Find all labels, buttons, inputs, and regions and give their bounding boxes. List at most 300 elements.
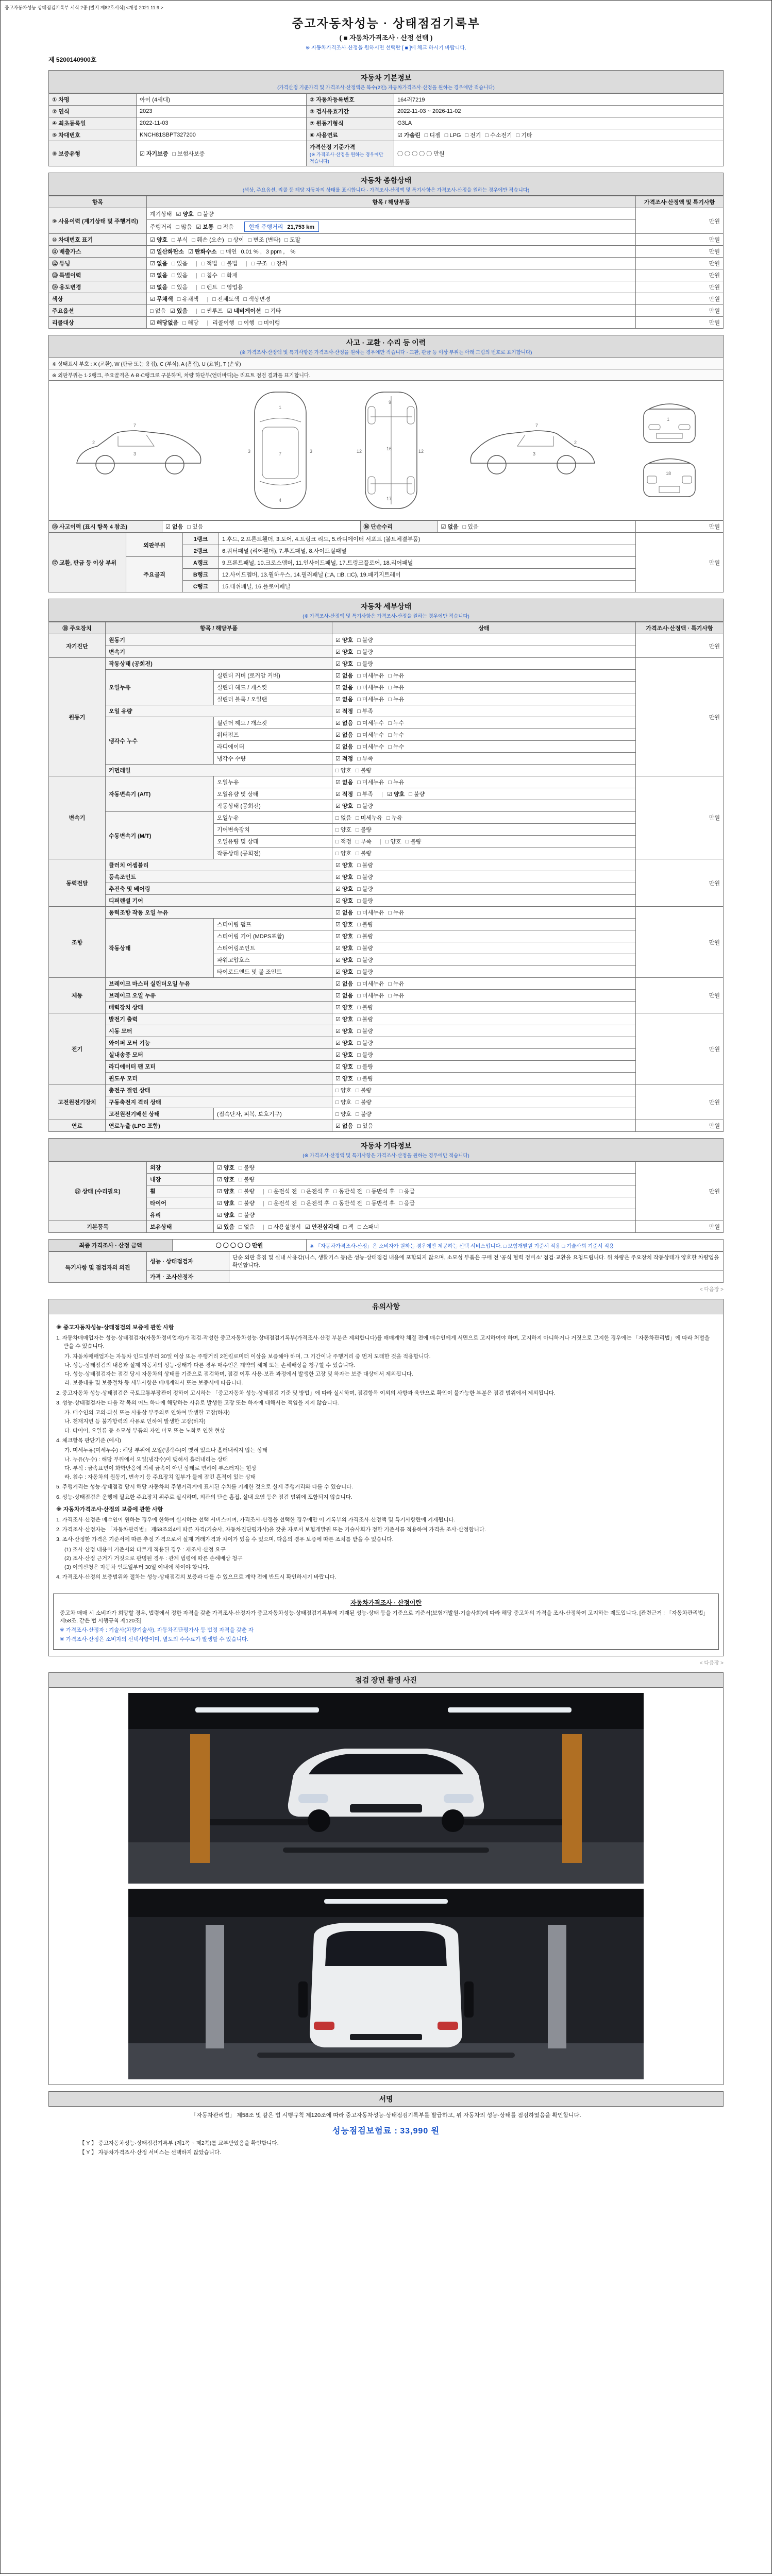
checkbox-있음[interactable]: □ 있음 bbox=[172, 261, 188, 267]
checkbox-탄화수소[interactable]: ☑ 탄화수소 bbox=[188, 249, 217, 255]
checkbox-불량[interactable]: □ 불량 bbox=[357, 886, 374, 892]
checkbox-없음[interactable]: ☑ 없음 bbox=[335, 993, 354, 999]
checkbox-양호[interactable]: ☑ 양호 bbox=[335, 886, 354, 892]
checkbox-양호[interactable]: ☑ 양호 bbox=[335, 1005, 354, 1011]
checkbox-스패너[interactable]: □ 스패너 bbox=[358, 1224, 379, 1230]
checkbox-없음[interactable]: ☑ 없음 bbox=[335, 744, 354, 750]
checkbox-운전석 전[interactable]: □ 운전석 전 bbox=[268, 1189, 297, 1195]
etc-state-cell bbox=[214, 1209, 636, 1221]
detail-part-label: 라디에이터 bbox=[214, 741, 332, 753]
document-number: 제 5200140900호 bbox=[48, 56, 97, 63]
notice-subitem: 다. 타이어, 오일류 등 소모성 부품의 자연 마모 또는 노화로 인한 현상 bbox=[64, 1427, 225, 1434]
price-cell: 만원 bbox=[636, 246, 724, 258]
basic-info-table bbox=[48, 93, 724, 166]
checkbox-불량[interactable]: □ 불량 bbox=[355, 827, 372, 833]
checkbox-있음[interactable]: □ 있음 bbox=[172, 284, 188, 291]
overall-row bbox=[49, 220, 724, 234]
checkbox-안전삼각대[interactable]: ☑ 안전삼각대 bbox=[305, 1224, 339, 1230]
checkbox-적정[interactable]: ☑ 적정 bbox=[335, 791, 354, 798]
checkbox-양호[interactable]: □ 양호 bbox=[335, 1088, 351, 1094]
notice-heading: ※ 자동차가격조사·산정의 보증에 관한 사항 bbox=[56, 1506, 163, 1513]
checkbox-양호[interactable]: □ 양호 bbox=[385, 839, 401, 845]
checkbox-불량[interactable]: □ 불량 bbox=[357, 1064, 374, 1070]
checkbox-양호[interactable]: □ 양호 bbox=[335, 851, 351, 857]
checkbox-장치[interactable]: □ 장치 bbox=[271, 261, 288, 267]
checkbox-없음[interactable]: ☑ 없음 bbox=[335, 673, 354, 679]
checkbox-미세누수[interactable]: □ 미세누수 bbox=[357, 732, 384, 738]
detail-item-label: 클러치 어셈블리 bbox=[106, 859, 332, 871]
section-notice bbox=[48, 1299, 724, 1656]
detail-part-label: 실린더 블록 / 오일팬 bbox=[214, 693, 332, 705]
car-diagram-side-right-icon bbox=[463, 419, 602, 481]
checkbox-기타[interactable]: □ 기타 bbox=[516, 132, 532, 139]
overall-section-title bbox=[48, 173, 724, 196]
checkbox-불량[interactable]: □ 불량 bbox=[239, 1189, 255, 1195]
engine-type-value: G3LA bbox=[394, 117, 724, 129]
definition-title: 자동차가격조사 · 산정이란 bbox=[350, 1599, 422, 1606]
checkbox-불량[interactable]: □ 불량 bbox=[357, 898, 374, 904]
checkbox-보험사보증[interactable]: □ 보험사보증 bbox=[172, 151, 205, 157]
checkbox-불량[interactable]: □ 불량 bbox=[357, 1076, 374, 1082]
checkbox-LPG[interactable]: □ LPG bbox=[444, 132, 461, 139]
checkbox-있음[interactable]: □ 있음 bbox=[462, 524, 479, 530]
detail-state-cell bbox=[332, 1049, 636, 1061]
checkbox-미세누수[interactable]: □ 미세누수 bbox=[357, 720, 384, 726]
warranty-options bbox=[137, 141, 307, 166]
notice-subitem: 가. 자동차매매업자는 자동차 인도일부터 30일 이상 또는 주행거리 2천킬로미터 이상을 보증해야 하며, 그 기간이나 주행거리 중 먼저 도래한 것을 적용합니다. bbox=[64, 1353, 431, 1360]
accident-price-cell: 만원 bbox=[636, 521, 724, 533]
checkbox-불량[interactable]: □ 불량 bbox=[357, 803, 374, 809]
price-cell: 만원 bbox=[636, 776, 724, 859]
etc-section-title bbox=[48, 1138, 724, 1161]
checkbox-양호[interactable]: ☑ 양호 bbox=[176, 211, 194, 217]
checkbox-양호[interactable]: ☑ 양호 bbox=[335, 934, 354, 940]
checkbox-없음[interactable]: □ 없음 bbox=[239, 1224, 255, 1230]
state-text: % bbox=[289, 249, 296, 255]
checkbox-불량[interactable]: □ 불량 bbox=[357, 1040, 374, 1046]
checkbox-불량[interactable]: □ 불량 bbox=[357, 661, 374, 667]
checkbox-불량[interactable]: □ 불량 bbox=[357, 957, 374, 963]
lift-front-photo bbox=[128, 1693, 644, 1884]
notice-title: 유의사항 bbox=[49, 1299, 723, 1314]
detail-row bbox=[49, 1049, 724, 1061]
car-name-value: 아이 (4세대) bbox=[137, 94, 307, 106]
detail-state-cell bbox=[332, 954, 636, 966]
checkbox-불량[interactable]: □ 불량 bbox=[357, 922, 374, 928]
checkbox-양호[interactable]: ☑ 양호 bbox=[335, 661, 354, 667]
opinion-row2-who: 가격 · 조사산정자 bbox=[147, 1271, 229, 1283]
checkbox-미세누유[interactable]: □ 미세누유 bbox=[357, 685, 384, 691]
rank-legend: ※ 외판부위는 1·2랭크, 주요골격은 A·B·C랭크로 구분하며, 차량 하단부(언더바디)는 리프트 점검 결과를 표기합니다. bbox=[48, 369, 724, 381]
state-text: 3 ppm , bbox=[265, 249, 285, 255]
checkbox-누유[interactable]: □ 누유 bbox=[388, 981, 405, 987]
checkbox-불량[interactable]: □ 불량 bbox=[355, 1099, 372, 1106]
detail-part-label: 오일유량 및 상태 bbox=[214, 788, 332, 800]
price-cell: 만원 bbox=[636, 658, 724, 776]
checkbox-양호[interactable]: ☑ 양호 bbox=[335, 945, 354, 952]
checkbox-양호[interactable]: □ 양호 bbox=[335, 1111, 351, 1117]
checkbox-불량[interactable]: □ 불량 bbox=[357, 874, 374, 880]
detail-item-label: 원동기 bbox=[106, 634, 332, 646]
detail-section-note: (※ 가격조사·산정액 및 특기사항은 가격조사·산정을 원하는 경우에만 적습니다) bbox=[303, 614, 469, 619]
checkbox-불량[interactable]: □ 불량 bbox=[357, 649, 374, 655]
checkbox-미세누유[interactable]: □ 미세누유 bbox=[357, 697, 384, 703]
checkbox-누수[interactable]: □ 누수 bbox=[388, 720, 405, 726]
checkbox-없음[interactable]: ☑ 없음 bbox=[335, 910, 354, 916]
detail-row bbox=[49, 646, 724, 658]
checkbox-보통[interactable]: ☑ 보통 bbox=[196, 224, 214, 230]
checkbox-부족[interactable]: □ 부족 bbox=[355, 839, 372, 845]
detail-row bbox=[49, 1061, 724, 1073]
checkbox-있음[interactable]: □ 있음 bbox=[187, 524, 204, 530]
checkbox-응급[interactable]: □ 응급 bbox=[399, 1200, 415, 1207]
checkbox-전체도색[interactable]: □ 전체도색 bbox=[212, 296, 240, 302]
checkbox-양호[interactable]: ☑ 양호 bbox=[335, 1076, 354, 1082]
checkbox-자기보증[interactable]: ☑ 자기보증 bbox=[140, 151, 169, 157]
checkbox-없음[interactable]: ☑ 없음 bbox=[335, 697, 354, 703]
checkbox-부족[interactable]: □ 부족 bbox=[357, 791, 374, 798]
checkbox-누유[interactable]: □ 누유 bbox=[388, 779, 405, 786]
detail-row bbox=[49, 812, 724, 824]
checkbox-불량[interactable]: □ 불량 bbox=[409, 791, 425, 798]
checkbox-썬루프[interactable]: □ 썬루프 bbox=[201, 308, 223, 314]
document-subtitle: ( ■ 자동차가격조사 · 산정 선택 ) bbox=[339, 34, 433, 42]
checkbox-불량[interactable]: □ 불량 bbox=[357, 945, 374, 952]
state-text: 계기상태 bbox=[150, 211, 172, 217]
mileage-value: 21,753 km bbox=[287, 224, 315, 230]
price-cell: 만원 bbox=[636, 1013, 724, 1084]
checkbox-도말[interactable]: □ 도말 bbox=[284, 237, 301, 243]
separator: | bbox=[207, 320, 209, 326]
checkbox-불량[interactable]: □ 불량 bbox=[355, 768, 372, 774]
simple-repair-label: ⑯ 단순수리 bbox=[360, 521, 438, 533]
checkbox-색상변경[interactable]: □ 색상변경 bbox=[243, 296, 271, 302]
checkbox-해당없음[interactable]: ☑ 해당없음 bbox=[150, 320, 179, 326]
checkbox-동반석 후[interactable]: □ 동반석 후 bbox=[366, 1189, 395, 1195]
exchange-part-label: ⑰ 교환, 판금 등 이상 부위 bbox=[49, 533, 126, 592]
car-damage-diagrams bbox=[48, 381, 724, 520]
detail-row bbox=[49, 776, 724, 788]
detail-row bbox=[49, 1025, 724, 1037]
detail-state-cell bbox=[332, 788, 636, 800]
engine-type-label: ⑦ 원동기형식 bbox=[307, 117, 394, 129]
checkbox-가솔린[interactable]: ☑ 가솔린 bbox=[397, 132, 421, 139]
checkbox-동반석 후[interactable]: □ 동반석 후 bbox=[366, 1200, 395, 1207]
checkbox-운전석 후[interactable]: □ 운전석 후 bbox=[301, 1200, 330, 1207]
checkbox-미세누유[interactable]: □ 미세누유 bbox=[357, 673, 384, 679]
checkbox-없음[interactable]: ☑ 없음 bbox=[150, 261, 168, 267]
overall-section-title-text: 자동차 종합상태 bbox=[360, 176, 412, 184]
checkbox-잭[interactable]: □ 잭 bbox=[343, 1224, 354, 1230]
detail-state-cell bbox=[332, 1120, 636, 1132]
checkbox-운전석 후[interactable]: □ 운전석 후 bbox=[301, 1189, 330, 1195]
detail-part-label: 냉각수 수량 bbox=[214, 753, 332, 765]
checkbox-적법[interactable]: □ 적법 bbox=[201, 261, 217, 267]
checkbox-사용설명서[interactable]: □ 사용설명서 bbox=[268, 1224, 301, 1230]
detail-state-cell bbox=[332, 919, 636, 930]
detail-row bbox=[49, 705, 724, 717]
checkbox-적정[interactable]: □ 적정 bbox=[335, 839, 351, 845]
detail-item-label: 충전구 절연 상태 bbox=[106, 1084, 332, 1096]
checkbox-없음[interactable]: ☑ 없음 bbox=[150, 284, 168, 291]
detail-part-label: (접속단자, 피복, 보호기구) bbox=[214, 1108, 332, 1120]
checkbox-양호[interactable]: ☑ 양호 bbox=[335, 862, 354, 869]
checkbox-양호[interactable]: ☑ 양호 bbox=[335, 874, 354, 880]
checkbox-불량[interactable]: □ 불량 bbox=[357, 1028, 374, 1035]
checkbox-양호[interactable]: ☑ 양호 bbox=[217, 1189, 235, 1195]
etc-group-label: ⑲ 상태 (수리필요) bbox=[49, 1162, 147, 1221]
first-reg-label: ④ 최초등록일 bbox=[49, 117, 137, 129]
detail-item-label: 오일누유 bbox=[106, 670, 214, 705]
checkbox-양호[interactable]: □ 양호 bbox=[335, 768, 351, 774]
checkbox-운전석 전[interactable]: □ 운전석 전 bbox=[268, 1200, 297, 1207]
detail-state-cell bbox=[332, 907, 636, 919]
checkbox-구조[interactable]: □ 구조 bbox=[251, 261, 267, 267]
checkbox-불법[interactable]: □ 불법 bbox=[221, 261, 238, 267]
checkbox-적정[interactable]: ☑ 적정 bbox=[335, 708, 354, 715]
overall-item-label: 주요옵션 bbox=[49, 305, 147, 317]
price-cell: 만원 bbox=[636, 1084, 724, 1120]
checkbox-양호[interactable]: ☑ 양호 bbox=[335, 957, 354, 963]
detail-item-label: 디퍼렌셜 기어 bbox=[106, 895, 332, 907]
checkbox-양호[interactable]: ☑ 양호 bbox=[217, 1165, 235, 1171]
checkbox-무채색[interactable]: ☑ 무채색 bbox=[150, 296, 173, 302]
checkbox-불량[interactable]: □ 불량 bbox=[239, 1177, 255, 1183]
reg-no-value: 164러7219 bbox=[394, 94, 724, 106]
rank-label: C랭크 bbox=[183, 581, 219, 592]
detail-item-label: 라디에이터 팬 모터 bbox=[106, 1061, 332, 1073]
checkbox-없음[interactable]: ☑ 없음 bbox=[441, 524, 459, 530]
checkbox-누유[interactable]: □ 누유 bbox=[388, 993, 405, 999]
notice-subitem: 나. 천재지변 등 불가항력의 사유로 인하여 발생한 고장(하자) bbox=[64, 1418, 206, 1425]
checkbox-양호[interactable]: ☑ 양호 bbox=[335, 1028, 354, 1035]
overall-state-cell bbox=[147, 246, 636, 258]
checkbox-불량[interactable]: □ 불량 bbox=[355, 851, 372, 857]
notice-subitem: 나. 성능·상태점검의 내용과 실제 자동차의 성능·상태가 다른 경우 매수인은 계약의 해제 또는 손해배상을 청구할 수 있습니다. bbox=[64, 1362, 355, 1368]
checkbox-이행[interactable]: □ 이행 bbox=[238, 320, 255, 326]
base-price-value: 〇 〇 〇 〇 〇 만원 bbox=[394, 141, 724, 166]
checkbox-누수[interactable]: □ 누수 bbox=[388, 732, 405, 738]
checkbox-미세누수[interactable]: □ 미세누수 bbox=[357, 744, 384, 750]
checkbox-누유[interactable]: □ 누유 bbox=[386, 815, 403, 821]
detail-row bbox=[49, 895, 724, 907]
overall-row bbox=[49, 234, 724, 246]
checkbox-누유[interactable]: □ 누유 bbox=[388, 910, 405, 916]
checkbox-불량[interactable]: □ 불량 bbox=[197, 211, 214, 217]
checkbox-불량[interactable]: □ 불량 bbox=[357, 1052, 374, 1058]
checkbox-누수[interactable]: □ 누수 bbox=[388, 744, 405, 750]
checkbox-미세누유[interactable]: □ 미세누유 bbox=[355, 815, 383, 821]
checkbox-없음[interactable]: ☑ 없음 bbox=[335, 685, 354, 691]
checkbox-있음[interactable]: ☑ 있음 bbox=[217, 1224, 235, 1230]
checkbox-양호[interactable]: ☑ 양호 bbox=[335, 1040, 354, 1046]
separator: | bbox=[245, 261, 247, 267]
car-diagram-top-icon bbox=[242, 386, 319, 515]
checkbox-많음[interactable]: □ 많음 bbox=[176, 224, 192, 230]
checkbox-없음[interactable]: □ 없음 bbox=[335, 815, 351, 821]
checkbox-미이행[interactable]: □ 미이행 bbox=[258, 320, 280, 326]
checkbox-화재[interactable]: □ 화재 bbox=[221, 273, 238, 279]
section-overall-state bbox=[48, 173, 724, 329]
base-price-note: (※ 가격조사·산정을 원하는 경우에만 적습니다) bbox=[310, 152, 383, 164]
checkbox-상이[interactable]: □ 상이 bbox=[228, 237, 244, 243]
checkbox-렌트[interactable]: □ 렌트 bbox=[201, 284, 217, 291]
checkbox-없음[interactable]: □ 없음 bbox=[150, 308, 166, 314]
checkbox-양호[interactable]: ☑ 양호 bbox=[335, 1052, 354, 1058]
overall-row bbox=[49, 208, 724, 220]
checkbox-동반석 전[interactable]: □ 동반석 전 bbox=[333, 1200, 362, 1207]
checkbox-불량[interactable]: □ 불량 bbox=[357, 934, 374, 940]
checkbox-양호[interactable]: ☑ 양호 bbox=[335, 649, 354, 655]
checkbox-불량[interactable]: □ 불량 bbox=[357, 862, 374, 869]
checkbox-침수[interactable]: □ 침수 bbox=[201, 273, 217, 279]
checkbox-양호[interactable]: ☑ 양호 bbox=[150, 237, 168, 243]
checkbox-적정[interactable]: ☑ 적정 bbox=[335, 756, 354, 762]
checkbox-불량[interactable]: □ 불량 bbox=[239, 1200, 255, 1207]
checkbox-부식[interactable]: □ 부식 bbox=[172, 237, 188, 243]
checkbox-영업용[interactable]: □ 영업용 bbox=[221, 284, 243, 291]
checkbox-양호[interactable]: ☑ 양호 bbox=[335, 1064, 354, 1070]
detail-state-cell bbox=[332, 646, 636, 658]
checkbox-일산화탄소[interactable]: ☑ 일산화탄소 bbox=[150, 249, 184, 255]
notice-item: 3. 조사·산정한 가격은 기준서에 따른 추정 가격으로서 실제 거래가격과 차이가 있을 수 있으며, 다음의 경우 보증에 따른 조치를 받을 수 있습니다. bbox=[56, 1536, 394, 1543]
checkbox-양호[interactable]: □ 양호 bbox=[335, 827, 351, 833]
checkbox-동반석 전[interactable]: □ 동반석 전 bbox=[333, 1189, 362, 1195]
checkbox-있음[interactable]: □ 있음 bbox=[172, 273, 188, 279]
detail-state-cell bbox=[332, 1061, 636, 1073]
checkbox-해당[interactable]: □ 해당 bbox=[182, 320, 199, 326]
checkbox-양호[interactable]: ☑ 양호 bbox=[335, 898, 354, 904]
checkbox-훼손 (오손)[interactable]: □ 훼손 (오손) bbox=[192, 237, 224, 243]
signature-title: 서명 bbox=[48, 2091, 724, 2107]
checkbox-적음[interactable]: □ 적음 bbox=[217, 224, 234, 230]
detail-part-label: 스티어링 기어 (MDPS포함) bbox=[214, 930, 332, 942]
vin-value: KNCH81SBPT327200 bbox=[137, 129, 307, 141]
detail-state-cell bbox=[332, 824, 636, 836]
inspection-valid-label: ③ 검사유효기간 bbox=[307, 106, 394, 117]
checkbox-전기[interactable]: □ 전기 bbox=[465, 132, 481, 139]
checkbox-없음[interactable]: ☑ 없음 bbox=[335, 1123, 354, 1129]
checkbox-없음[interactable]: ☑ 없음 bbox=[335, 720, 354, 726]
checkbox-유채색[interactable]: □ 유채색 bbox=[177, 296, 199, 302]
detail-item-label: 변속기 bbox=[106, 646, 332, 658]
checkbox-양호[interactable]: ☑ 양호 bbox=[217, 1177, 235, 1183]
checkbox-불량[interactable]: □ 불량 bbox=[355, 1088, 372, 1094]
checkbox-네비게이션[interactable]: ☑ 네비게이션 bbox=[227, 308, 261, 314]
section-signature bbox=[48, 2091, 724, 2156]
notice-item: 4. 체크항목 판단기준 (예시) bbox=[56, 1437, 121, 1444]
checkbox-불량[interactable]: □ 불량 bbox=[357, 969, 374, 975]
notice-item: 2. 가격조사·산정자는 「자동차관리법」 제58조의4에 따른 자격(기술사, 자동차진단평가사)을 갖춘 자로서 보험개발원 또는 기술사회가 정한 기준서를 적용하여 가격을 조사·산정합니다. bbox=[56, 1527, 486, 1533]
notice-item: 3. 성능·상태점검자는 다음 각 목의 어느 하나에 해당하는 사유로 발생한 고장 또는 하자에 대해서는 책임을 지지 않습니다. bbox=[56, 1399, 339, 1406]
overall-item-label: 리콜대상 bbox=[49, 317, 147, 329]
checkbox-양호[interactable]: ☑ 양호 bbox=[386, 791, 405, 798]
checkbox-양호[interactable]: ☑ 양호 bbox=[335, 803, 354, 809]
detail-row bbox=[49, 1120, 724, 1132]
checkbox-불량[interactable]: □ 불량 bbox=[355, 1111, 372, 1117]
detail-state-cell bbox=[332, 1025, 636, 1037]
separator: | bbox=[196, 284, 197, 291]
checkbox-있음[interactable]: ☑ 있음 bbox=[170, 308, 188, 314]
notice-subitem: (3) 이의신청은 자동차 인도일부터 30일 이내에 하여야 합니다. bbox=[64, 1564, 210, 1571]
checkbox-변조 (변타)[interactable]: □ 변조 (변타) bbox=[248, 237, 281, 243]
checkbox-양호[interactable]: ☑ 양호 bbox=[335, 969, 354, 975]
detail-state-cell bbox=[332, 990, 636, 1002]
checkbox-없음[interactable]: ☑ 없음 bbox=[335, 779, 354, 786]
opinion-row1-who: 성능 · 상태점검자 bbox=[147, 1252, 229, 1271]
detail-group-label: 제동 bbox=[49, 978, 106, 1013]
checkbox-응급[interactable]: □ 응급 bbox=[399, 1189, 415, 1195]
checkbox-누유[interactable]: □ 누유 bbox=[388, 685, 405, 691]
checkbox-미세누유[interactable]: □ 미세누유 bbox=[357, 993, 384, 999]
checkbox-불량[interactable]: □ 불량 bbox=[239, 1212, 255, 1218]
checkbox-없음[interactable]: ☑ 없음 bbox=[165, 524, 183, 530]
definition-line1: 중고차 매매 시 소비자가 희망할 경우, 법령에서 정한 자격을 갖춘 가격조사·산정자가 중고자동차성능·상태점검기록부에 기재된 성능·상태 등을 기준으로 기준서(보험개발원·기술사회)에 따라 해당 중고차의 가격을 조사·산정하여 고지하는 제도입니다. [관련근거 : 「자동차관리법」 제58조, 같은 법 시행규칙 제120조] bbox=[60, 1609, 709, 1624]
checkbox-미세누유[interactable]: □ 미세누유 bbox=[357, 910, 384, 916]
exchange-panel-row bbox=[49, 533, 724, 545]
detail-group-label: 자기진단 bbox=[49, 634, 106, 658]
photos-section-title: 점검 장면 촬영 사진 bbox=[49, 1673, 723, 1688]
opinion-row1-text: 단순 외판 흠집 및 실내 사용감(니스, 생활기스 등)은 성능·상태점검 내용에 포함되지 않으며, 소모성 부품은 구매 전 '공식 협력 정비소' 점검·교환을 요청드립니다. 위 차량은 주요장치 작동상태가 양호한 차량임을 확인합니다. bbox=[229, 1252, 724, 1271]
detail-state-cell bbox=[332, 871, 636, 883]
checkbox-수소전기[interactable]: □ 수소전기 bbox=[485, 132, 512, 139]
price-cell: 만원 bbox=[636, 234, 724, 246]
checkbox-불량[interactable]: □ 불량 bbox=[357, 637, 374, 643]
checkbox-미세누유[interactable]: □ 미세누유 bbox=[357, 779, 384, 786]
checkbox-미세누유[interactable]: □ 미세누유 bbox=[357, 981, 384, 987]
etc-group-label: 기본품목 bbox=[49, 1221, 147, 1233]
checkbox-있음[interactable]: □ 있음 bbox=[357, 1123, 374, 1129]
inspector-opinion-table bbox=[48, 1251, 724, 1283]
overall-row bbox=[49, 258, 724, 269]
checkbox-양호[interactable]: ☑ 양호 bbox=[335, 1016, 354, 1023]
checkbox-기타[interactable]: □ 기타 bbox=[265, 308, 281, 314]
rank-parts: 9.프론트패널, 10.크로스멤버, 11.인사이드패널, 17.트렁크플로어, 18.리어패널 bbox=[219, 557, 636, 569]
checkbox-누유[interactable]: □ 누유 bbox=[388, 697, 405, 703]
checkbox-부족[interactable]: □ 부족 bbox=[357, 756, 374, 762]
checkbox-양호[interactable]: ☑ 양호 bbox=[335, 637, 354, 643]
detail-state-cell bbox=[332, 765, 636, 776]
checkbox-부족[interactable]: □ 부족 bbox=[357, 708, 374, 715]
detail-part-label: 실린더 헤드 / 개스킷 bbox=[214, 717, 332, 729]
detail-state-cell bbox=[332, 942, 636, 954]
notice-item: 6. 성능·상태점검은 운행에 필요한 주요장치 위주로 실시하며, 외관의 단순 흠집, 실내 오염 등은 점검 범위에 포함되지 않습니다. bbox=[56, 1494, 352, 1500]
checkbox-불량[interactable]: □ 불량 bbox=[357, 1016, 374, 1023]
overall-state-cell bbox=[147, 220, 636, 234]
checkbox-없음[interactable]: ☑ 없음 bbox=[335, 732, 354, 738]
exchange-panel-row bbox=[49, 557, 724, 569]
checkbox-누유[interactable]: □ 누유 bbox=[388, 673, 405, 679]
checkbox-양호[interactable]: ☑ 양호 bbox=[335, 922, 354, 928]
checkbox-양호[interactable]: ☑ 양호 bbox=[217, 1212, 235, 1218]
checkbox-불량[interactable]: □ 불량 bbox=[239, 1165, 255, 1171]
notice-body bbox=[49, 1314, 723, 1588]
checkbox-없음[interactable]: ☑ 없음 bbox=[335, 981, 354, 987]
detail-state-cell bbox=[332, 705, 636, 717]
checkbox-불량[interactable]: □ 불량 bbox=[357, 1005, 374, 1011]
notice-subitem: 라. 침수 : 자동차의 원동기, 변속기 등 주요장치 일부가 물에 잠긴 흔적이 있는 상태 bbox=[64, 1474, 256, 1481]
checkbox-양호[interactable]: ☑ 양호 bbox=[217, 1200, 235, 1207]
detail-part-label: 스티어링조인트 bbox=[214, 942, 332, 954]
overall-state-cell bbox=[147, 258, 636, 269]
definition-line3: ※ 가격조사·산정은 소비자의 선택사항이며, 별도의 수수료가 발생할 수 있습니다. bbox=[60, 1636, 249, 1642]
checkbox-양호[interactable]: □ 양호 bbox=[335, 1099, 351, 1106]
detail-item-label: 커먼레일 bbox=[106, 765, 332, 776]
checkbox-없음[interactable]: ☑ 없음 bbox=[150, 273, 168, 279]
checkbox-디젤[interactable]: □ 디젤 bbox=[424, 132, 441, 139]
checkbox-매연[interactable]: □ 매연 bbox=[221, 249, 237, 255]
checkbox-불량[interactable]: □ 불량 bbox=[405, 839, 422, 845]
